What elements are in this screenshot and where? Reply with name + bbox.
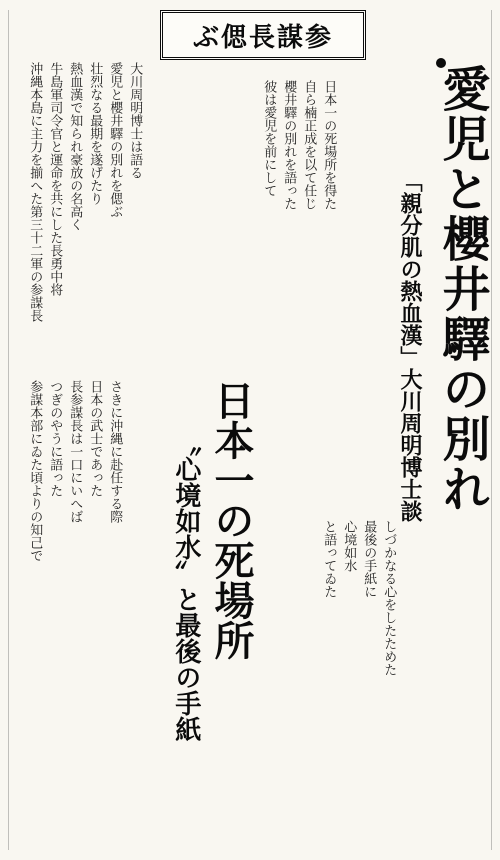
body-text-column: 長参謀長は一口にいへば bbox=[67, 380, 83, 523]
body-text-column: 熱血漢で知られ豪放の名高く bbox=[67, 62, 83, 231]
page-border-left bbox=[8, 10, 9, 850]
body-text-column: つぎのやうに語った bbox=[47, 380, 63, 497]
center-headline: 日本一の死場所 bbox=[208, 380, 255, 660]
body-text-column: 日本一の死場所を得た bbox=[321, 80, 337, 210]
main-headline: 愛児と櫻井驛の別れ bbox=[434, 64, 490, 514]
body-text-column: 彼は愛児を前にして bbox=[261, 80, 277, 197]
body-text-column: さきに沖縄に赴任する際 bbox=[107, 380, 123, 523]
body-text-column: 日本の武士であった bbox=[87, 380, 103, 497]
body-text-column: 沖縄本島に主力を揃へた第三十二軍の参謀長 bbox=[27, 62, 43, 322]
body-text-column: 自ら楠正成を以て任じ bbox=[301, 80, 317, 210]
page-border-right bbox=[491, 10, 492, 850]
body-text-column: 最後の手紙に bbox=[361, 520, 377, 598]
body-text-column: と語ってゐた bbox=[321, 520, 337, 598]
body-text-column: 牛島軍司令官と運命を共にした長勇中将 bbox=[47, 62, 63, 296]
body-text-column: 壮烈なる最期を遂げたり bbox=[87, 62, 103, 205]
sub-headline: 「親分肌の熱血漢」大川周明博士談 bbox=[397, 170, 423, 522]
body-text-column: しづかなる心をしたためた bbox=[381, 520, 397, 676]
boxed-header bbox=[160, 10, 366, 60]
body-text-column: 櫻井驛の別れを語った bbox=[281, 80, 297, 210]
center-subheadline: 〝心境如水〟と最後の手紙 bbox=[170, 430, 201, 742]
boxed-title: ぶ偲長謀参 bbox=[192, 22, 333, 53]
body-text-column: 心境如水 bbox=[341, 520, 357, 572]
body-text-column: 大川周明博士は語る bbox=[127, 62, 143, 179]
body-text-column: 愛児と櫻井驛の別れを偲ぶ bbox=[107, 62, 123, 218]
body-text-column: 参謀本部にゐた頃よりの知己で bbox=[27, 380, 43, 562]
